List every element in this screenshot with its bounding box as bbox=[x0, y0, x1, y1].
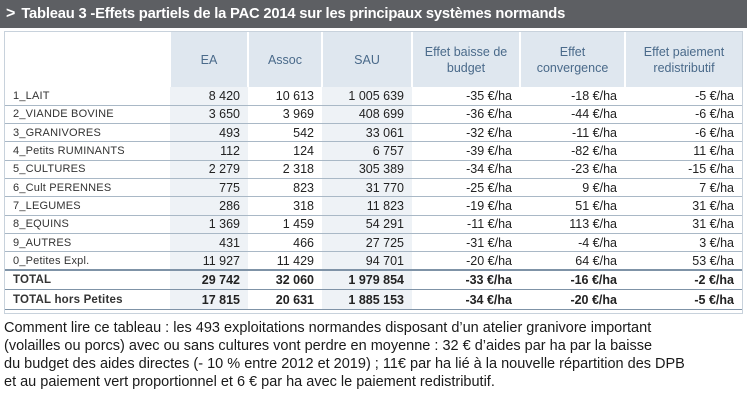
table-cell: -39 €/ha bbox=[412, 142, 520, 160]
table-row bbox=[5, 105, 742, 123]
row-label-cell: 7_LEGUMES bbox=[5, 197, 170, 215]
table-cell: 17 815 bbox=[170, 290, 248, 310]
table-row bbox=[5, 252, 742, 270]
header-assoc: Assoc bbox=[248, 32, 322, 87]
table-row bbox=[5, 197, 742, 215]
table-cell: -4 €/ha bbox=[520, 233, 625, 251]
table-cell: 431 bbox=[170, 233, 248, 251]
table-cell: 54 291 bbox=[322, 215, 412, 233]
row-label-cell: TOTAL hors Petites bbox=[5, 290, 170, 310]
table-cell: 31 €/ha bbox=[625, 215, 742, 233]
caption-line: du budget des aides directes (- 10 % entre 2012 et 2019) ; 11€ par ha lié à la nouvelle répartition des DPB bbox=[4, 356, 685, 372]
table-cell: 1 459 bbox=[248, 215, 322, 233]
total-row bbox=[5, 270, 742, 290]
row-label-cell: 5_CULTURES bbox=[5, 160, 170, 178]
table-cell: 3 €/ha bbox=[625, 233, 742, 251]
pac-effects-table bbox=[5, 32, 742, 310]
caption-line: Comment lire ce tableau : les 493 exploitations normandes disposant d’un atelier granivore important bbox=[4, 320, 652, 336]
header-effet-paiement-redistributif: Effet paiement redistributif bbox=[625, 32, 742, 87]
table-cell: -23 €/ha bbox=[520, 160, 625, 178]
table-cell: 318 bbox=[248, 197, 322, 215]
row-label-cell: 1_LAIT bbox=[5, 87, 170, 105]
table-cell: 542 bbox=[248, 124, 322, 142]
table-cell: -16 €/ha bbox=[520, 270, 625, 290]
table-cell: 2 279 bbox=[170, 160, 248, 178]
table-cell: 112 bbox=[170, 142, 248, 160]
header-effet-convergence: Effet convergence bbox=[520, 32, 625, 87]
table-title: Tableau 3 -Effets partiels de la PAC 2014 sur les principaux systèmes normands bbox=[21, 6, 566, 22]
table-cell: 11 927 bbox=[170, 252, 248, 270]
row-label-cell: 4_Petits RUMINANTS bbox=[5, 142, 170, 160]
table-cell: -44 €/ha bbox=[520, 105, 625, 123]
table-cell: 286 bbox=[170, 197, 248, 215]
table-cell: -6 €/ha bbox=[625, 124, 742, 142]
row-label-cell: TOTAL bbox=[5, 270, 170, 290]
table-cell: -6 €/ha bbox=[625, 105, 742, 123]
table-cell: -11 €/ha bbox=[520, 124, 625, 142]
row-label-cell: 3_GRANIVORES bbox=[5, 124, 170, 142]
table-cell: 124 bbox=[248, 142, 322, 160]
table-cell: 2 318 bbox=[248, 160, 322, 178]
table-cell: 305 389 bbox=[322, 160, 412, 178]
table-cell: 7 €/ha bbox=[625, 178, 742, 196]
arrow-icon: > bbox=[6, 5, 16, 22]
table-cell: 3 969 bbox=[248, 105, 322, 123]
caption-line: (volailles ou porcs) avec ou sans cultures vont perdre en moyenne : 32 € d’aides par ha par la baisse bbox=[4, 338, 653, 354]
table-cell: 31 770 bbox=[322, 178, 412, 196]
table-row bbox=[5, 124, 742, 142]
table-cell: 51 €/ha bbox=[520, 197, 625, 215]
table-cell: -33 €/ha bbox=[412, 270, 520, 290]
table-cell: -11 €/ha bbox=[412, 215, 520, 233]
table-cell: 20 631 bbox=[248, 290, 322, 310]
table-cell: 1 979 854 bbox=[322, 270, 412, 290]
table-cell: 33 061 bbox=[322, 124, 412, 142]
table-cell: 94 701 bbox=[322, 252, 412, 270]
table-cell: -5 €/ha bbox=[625, 290, 742, 310]
header-row bbox=[5, 32, 742, 87]
row-label-cell: 2_VIANDE BOVINE bbox=[5, 105, 170, 123]
table-cell: 8 420 bbox=[170, 87, 248, 105]
table-cell: 1 005 639 bbox=[322, 87, 412, 105]
table-cell: -32 €/ha bbox=[412, 124, 520, 142]
table-cell: 53 €/ha bbox=[625, 252, 742, 270]
table-cell: -18 €/ha bbox=[520, 87, 625, 105]
row-label-cell: 9_AUTRES bbox=[5, 233, 170, 251]
header-ea: EA bbox=[170, 32, 248, 87]
table-cell: 3 650 bbox=[170, 105, 248, 123]
table-cell: 1 885 153 bbox=[322, 290, 412, 310]
table-cell: 11 €/ha bbox=[625, 142, 742, 160]
row-label-cell: 8_EQUINS bbox=[5, 215, 170, 233]
table-cell: 32 060 bbox=[248, 270, 322, 290]
title-bar bbox=[0, 0, 747, 28]
total-row bbox=[5, 290, 742, 310]
table-cell: 408 699 bbox=[322, 105, 412, 123]
row-label-cell: 6_Cult PERENNES bbox=[5, 178, 170, 196]
table-row bbox=[5, 142, 742, 160]
table-cell: -82 €/ha bbox=[520, 142, 625, 160]
table-row bbox=[5, 87, 742, 105]
table-frame bbox=[4, 31, 743, 314]
table-cell: -34 €/ha bbox=[412, 290, 520, 310]
caption-line: et au paiement vert proportionnel et 6 € par ha avec le paiement redistributif. bbox=[4, 374, 495, 390]
row-label-cell: 0_Petites Expl. bbox=[5, 252, 170, 270]
table-cell: 113 €/ha bbox=[520, 215, 625, 233]
table-cell: -19 €/ha bbox=[412, 197, 520, 215]
table-cell: -5 €/ha bbox=[625, 87, 742, 105]
header-blank bbox=[5, 32, 170, 87]
table-row bbox=[5, 160, 742, 178]
header-effet-baisse-budget: Effet baisse de budget bbox=[412, 32, 520, 87]
table-cell: -15 €/ha bbox=[625, 160, 742, 178]
table-cell: 775 bbox=[170, 178, 248, 196]
table-row bbox=[5, 178, 742, 196]
table-cell: 6 757 bbox=[322, 142, 412, 160]
table-cell: 823 bbox=[248, 178, 322, 196]
table-cell: -2 €/ha bbox=[625, 270, 742, 290]
table-cell: 1 369 bbox=[170, 215, 248, 233]
header-sau: SAU bbox=[322, 32, 412, 87]
table-cell: -31 €/ha bbox=[412, 233, 520, 251]
table-cell: 27 725 bbox=[322, 233, 412, 251]
table-cell: -34 €/ha bbox=[412, 160, 520, 178]
table-cell: -25 €/ha bbox=[412, 178, 520, 196]
table-cell: 493 bbox=[170, 124, 248, 142]
table-cell: -35 €/ha bbox=[412, 87, 520, 105]
table-cell: 29 742 bbox=[170, 270, 248, 290]
table-cell: -20 €/ha bbox=[520, 290, 625, 310]
table-body bbox=[5, 87, 742, 310]
table-cell: 11 429 bbox=[248, 252, 322, 270]
table-cell: 466 bbox=[248, 233, 322, 251]
table-cell: 9 €/ha bbox=[520, 178, 625, 196]
table-cell: -20 €/ha bbox=[412, 252, 520, 270]
table-row bbox=[5, 215, 742, 233]
table-cell: 10 613 bbox=[248, 87, 322, 105]
table-cell: 11 823 bbox=[322, 197, 412, 215]
table-cell: 31 €/ha bbox=[625, 197, 742, 215]
table-cell: -36 €/ha bbox=[412, 105, 520, 123]
table-cell: 64 €/ha bbox=[520, 252, 625, 270]
table-row bbox=[5, 233, 742, 251]
caption bbox=[4, 319, 743, 391]
